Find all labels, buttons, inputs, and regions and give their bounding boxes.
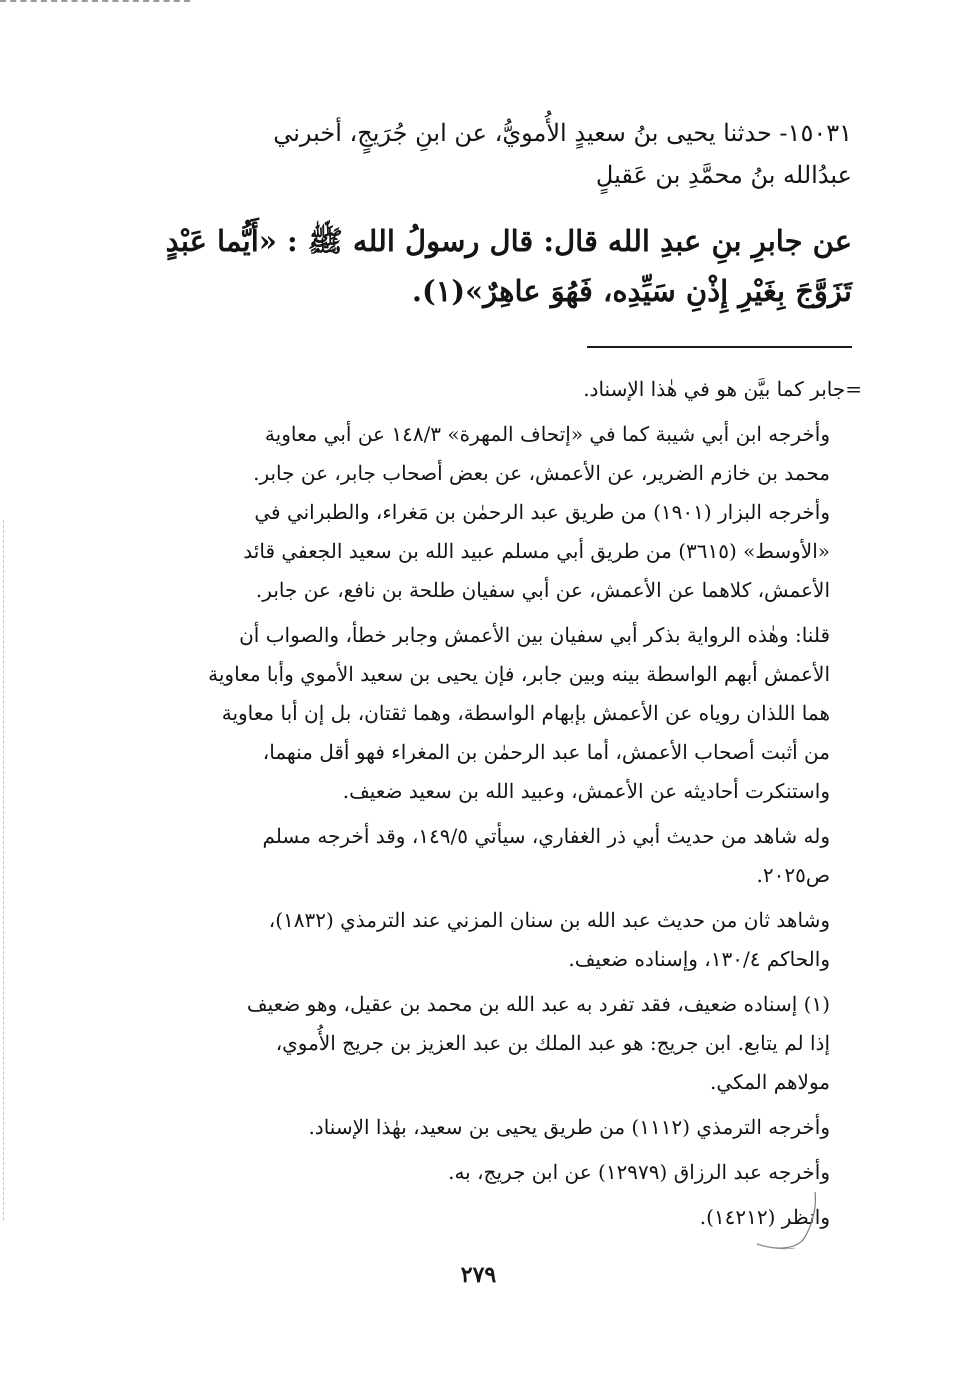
isnad-line: عبدُالله بنُ محمَّدِ بن عَقيلٍ <box>595 161 852 189</box>
matn-line: عن جابرِ بنِ عبدِ الله قال: قال رسولُ الله ﷺ : «أَيُّما عَبْدٍ <box>165 224 852 258</box>
footnote-line: (١) إسناده ضعيف، فقد تفرد به عبد الله بن محمد بن عقيل، وهو ضعيف <box>246 992 830 1016</box>
left-edge-rule <box>3 520 4 1220</box>
footnote-line: «الأوسط» (٣٦١٥) من طريق أبي مسلم عبيد الله بن سعيد الجعفي قائد <box>243 539 830 563</box>
footnote-line: وأخرجه الترمذي (١١١٢) من طريق يحيى بن سعيد، بهٰذا الإسناد. <box>308 1115 830 1139</box>
footnote-line: وأخرجه ابن أبي شيبة كما في «إتحاف المهرة» ١٤٨/٣ عن أبي معاوية <box>264 422 830 446</box>
footnote-line: وشاهد ثان من حديث عبد الله بن سنان المزني عند الترمذي (١٨٣٢)، <box>268 908 830 932</box>
hadith-matn <box>150 216 852 316</box>
footnote-paragraph <box>158 817 862 895</box>
footnote-line: قلنا: وهٰذه الرواية بذكر أبي سفيان بين الأعمش وجابر خطأ، والصواب أن <box>239 623 830 647</box>
footnote-paragraph <box>158 1108 862 1147</box>
footnote-line: من أثبت أصحاب الأعمش، أما عبد الرحمٰن بن المغراء فهو أقل منهما، <box>262 740 830 764</box>
footnote-line: إذا لم يتابع. ابن جريج: هو عبد الملك بن عبد العزيز بن جريج الأُموي، <box>275 1031 830 1055</box>
footnote-paragraph <box>158 616 862 811</box>
footnote-line: وأخرجه عبد الرزاق (١٢٩٧٩) عن ابن جريج، به. <box>448 1160 830 1184</box>
page-number: ٢٧٩ <box>460 1262 497 1288</box>
footnote-line: وله شاهد من حديث أبي ذر الغفاري، سيأتي ١٤٩/٥، وقد أخرجه مسلم <box>262 824 830 848</box>
footnote-separator <box>587 346 852 348</box>
footnote-line: وأخرجه البزار (١٩٠١) من طريق عبد الرحمٰن بن مَغراء، والطبراني في <box>254 500 830 524</box>
footnote-line: الأعمش أبهم الواسطة بينه وبين جابر، فإن يحيى بن سعيد الأموي وأبا معاوية <box>208 662 830 686</box>
footnote-line: واستنكرت أحاديثه عن الأعمش، وعبيد الله بن سعيد ضعيف. <box>342 779 830 803</box>
footnote-paragraph <box>158 415 862 610</box>
footnote-line: ص٢٠٢٥. <box>756 863 830 887</box>
top-edge-rule <box>0 0 190 2</box>
footnote-line: مولاهم المكي. <box>710 1070 830 1094</box>
footnote-paragraph <box>158 370 862 409</box>
footnote-line: =جابر كما بيَّن هو في هٰذا الإسناد. <box>583 377 862 401</box>
footnote-paragraph <box>158 1153 862 1192</box>
matn-line: تَزَوَّجَ بِغَيْرِ إِذْنِ سَيِّدِه، فَهُوَ عاهِرٌ»(١). <box>411 274 852 308</box>
footnote-line: محمد بن خازم الضرير، عن الأعمش، عن بعض أصحاب جابر، عن جابر. <box>253 461 830 485</box>
footnotes <box>158 370 862 1243</box>
footnote-line: والحاكم ١٣٠/٤، وإسناده ضعيف. <box>568 947 830 971</box>
footnote-line: هما اللذان روياه عن الأعمش بإبهام الواسطة، وهما ثقتان، بل إن أبا معاوية <box>221 701 830 725</box>
footnote-paragraph <box>158 985 862 1102</box>
hadith-isnad <box>150 112 852 196</box>
isnad-line: ١٥٠٣١- حدثنا يحيى بنُ سعيدٍ الأُمويُّ، عن ابنِ جُرَيجٍ، أخبرني <box>273 119 852 147</box>
footnote-line: وانظر (١٤٢١٢). <box>699 1205 830 1229</box>
footnote-line: الأعمش، كلاهما عن الأعمش، عن أبي سفيان طلحة بن نافع، عن جابر. <box>255 578 830 602</box>
footnote-paragraph <box>158 901 862 979</box>
pen-mark-icon <box>745 1190 835 1260</box>
